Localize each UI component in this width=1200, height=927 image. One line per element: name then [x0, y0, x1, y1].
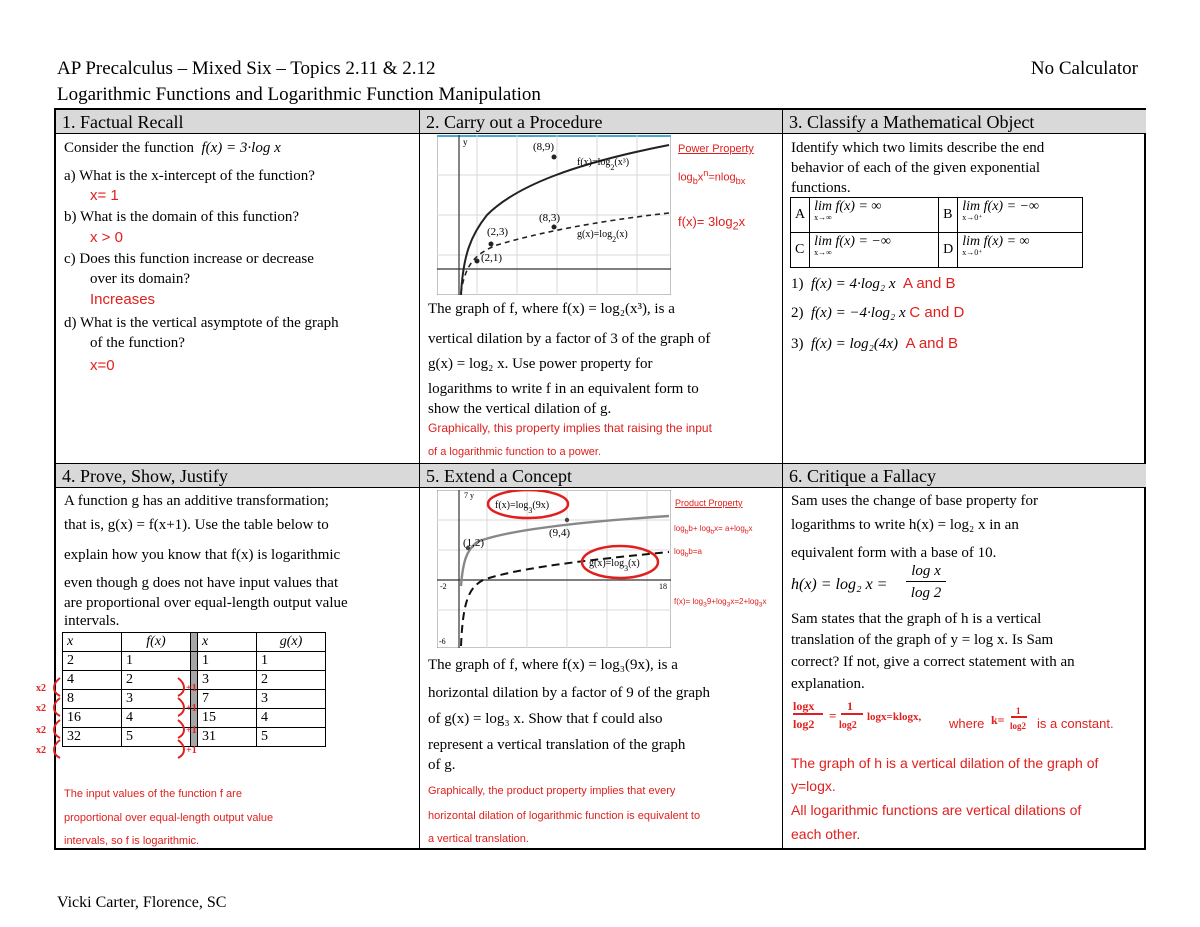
- cell1-answer-b: x > 0: [90, 229, 123, 246]
- graph5-xmin: -2: [440, 582, 447, 591]
- cell2-answer-2: of a logarithmic function to a power.: [428, 446, 602, 458]
- cell3-item-answer: A and B: [902, 275, 956, 292]
- handwritten-derivation: [791, 696, 951, 734]
- cell1-question-d-line2: of the function?: [90, 335, 185, 351]
- handwritten-x2-annotations: [36, 674, 66, 774]
- graph2-point-8-9: (8,9): [533, 141, 555, 153]
- svg-text:+1: +1: [186, 683, 197, 694]
- limit-expr: lim f(x) = ∞ $^{x\to 0^+}$: [958, 233, 1083, 268]
- cell4-answer-3: intervals, so f is logarithmic.: [64, 835, 200, 847]
- cell1-question-b: b) What is the domain of this function?: [64, 209, 300, 225]
- cell3-intro-2: behavior of each of the given exponential: [791, 160, 1041, 176]
- cell6-answer-3: All logarithmic functions are vertical dilations of: [791, 802, 1082, 818]
- cell5-text-5: of g.: [428, 757, 456, 773]
- cell6-line-2: logarithms to write h(x) = log₂ x in an: [791, 517, 1019, 533]
- svg-text:x2: x2: [36, 745, 46, 756]
- cell1-answer-a: x= 1: [90, 187, 119, 204]
- cell6-line-3: equivalent form with a base of 10.: [791, 545, 997, 561]
- cell6-line-5: translation of the graph of y = log x. Is Sam: [791, 632, 1054, 648]
- cell3-item: 2) f(x) = −4·log₂ x C and D: [791, 304, 965, 321]
- cell6-constant: is a constant.: [1037, 716, 1114, 731]
- cell6-equation-lhs: h(x) = log₂ x =: [791, 576, 888, 593]
- graph5-point-1-2: (1,2): [463, 537, 485, 549]
- cell5-text-3: of g(x) = log₃ x. Show that f could also: [428, 711, 663, 727]
- cell5-text-1: The graph of f, where f(x) = log₃(9x), is a: [428, 657, 678, 673]
- table-row: 2 1 1 1: [63, 652, 326, 671]
- graph2-g-label: $g(x)=\log_2(x)$: [577, 229, 628, 244]
- cell1-question-d-line1: d) What is the vertical asymptote of the graph: [64, 315, 339, 331]
- calculator-note: No Calculator: [1030, 58, 1138, 79]
- limit-letter: B: [939, 198, 958, 233]
- cell5-text-2: horizontal dilation by a factor of 9 of the graph: [428, 685, 710, 701]
- svg-text:+1: +1: [186, 745, 197, 756]
- limit-expr: lim f(x) = −∞ $^{x\to 0^+}$: [958, 198, 1083, 233]
- cell2-heading: 2. Carry out a Procedure: [420, 110, 782, 134]
- svg-text:logx=klogx,: logx=klogx,: [867, 711, 922, 723]
- svg-text:x2: x2: [36, 703, 46, 714]
- graph5-ymin: -6: [439, 637, 446, 646]
- cell2-note-title: Power Property: [678, 143, 754, 155]
- cell4-heading: 4. Prove, Show, Justify: [56, 464, 419, 488]
- cell2-answer-1: Graphically, this property implies that raising the input: [428, 421, 712, 435]
- svg-text:+1: +1: [186, 703, 197, 714]
- svg-text:logx: logx: [793, 699, 815, 713]
- cell3-item: 3) f(x) = log₂(4x) A and B: [791, 335, 959, 352]
- cell4-answer-1: The input values of the function f are: [64, 788, 242, 800]
- cell-extend-concept: [420, 464, 782, 850]
- cell5-note-fx: $f(x)= \log_39+\log_3x=2+\log_3x$: [674, 597, 767, 609]
- handwritten-k-definition: [991, 704, 1041, 734]
- svg-text:=: =: [829, 708, 837, 723]
- cell5-answer-3: a vertical translation.: [428, 833, 529, 845]
- graph5-y-label: 7 y: [464, 491, 474, 500]
- worksheet-grid: [36, 108, 1146, 850]
- cell4-line-3: explain how you know that f(x) is logarithmic: [64, 547, 341, 563]
- cell-critique-fallacy: [783, 464, 1146, 850]
- limits-table: [790, 197, 1083, 268]
- cell2-text-3: g(x) = log₂ x. Use power property for: [428, 356, 653, 372]
- cell6-heading: 6. Critique a Fallacy: [783, 464, 1146, 488]
- table-row: 32 5 31 5: [63, 728, 326, 747]
- cell3-intro-1: Identify which two limits describe the end: [791, 140, 1045, 156]
- graph5-xmax: 18: [659, 582, 667, 591]
- cell3-heading: 3. Classify a Mathematical Object: [783, 110, 1146, 134]
- cell3-item-answer: A and B: [905, 335, 959, 352]
- table-header: g(x): [257, 633, 326, 652]
- svg-text:1: 1: [847, 699, 853, 713]
- cell6-line-1: Sam uses the change of base property for: [791, 493, 1039, 509]
- table-header: x: [63, 633, 122, 652]
- table-header: x: [198, 633, 257, 652]
- document-title: AP Precalculus – Mixed Six – Topics 2.11 & 2.12: [57, 58, 436, 79]
- cell5-text-4: represent a vertical translation of the graph: [428, 737, 686, 753]
- cell1-question-c-line1: c) Does this function increase or decrease: [64, 251, 314, 267]
- cell5-note-rule-2: $\log_bb=a$: [674, 547, 702, 559]
- table-row: 8 3 7 3: [63, 690, 326, 709]
- cell6-line-7: explanation.: [791, 676, 865, 692]
- cell1-question-a: a) What is the x-intercept of the function?: [64, 168, 315, 184]
- cell1-intro: Consider the function: [64, 140, 194, 156]
- svg-text:x2: x2: [36, 725, 46, 736]
- cell2-note-rule: $\log_bx^n=nlog_{bx}$: [678, 168, 746, 186]
- cell-factual-recall: [56, 110, 419, 463]
- svg-text:log2: log2: [1010, 721, 1027, 731]
- cell5-note-rule-1: $\log_bb+ \log_bx= a+\log_bx$: [674, 524, 753, 536]
- cell3-intro-3: functions.: [791, 180, 851, 196]
- cell4-line-1: A function g has an additive transformation;: [64, 493, 329, 509]
- svg-text:log2: log2: [793, 717, 815, 731]
- cell4-answer-2: proportional over equal-length output value: [64, 812, 274, 824]
- graph5-g-label: $g(x)=\log_3(x)$: [589, 558, 640, 573]
- cell6-where: where: [949, 716, 985, 731]
- author-footer: Vicki Carter, Florence, SC: [57, 894, 227, 911]
- cell4-line-2: that is, g(x) = f(x+1). Use the table below to: [64, 517, 329, 533]
- svg-text:1: 1: [1016, 706, 1021, 716]
- graph2-point-2-1: (2,1): [481, 252, 503, 264]
- table-row: 16 4 15 4: [63, 709, 326, 728]
- cell2-graph: [437, 135, 671, 295]
- table-header: f(x): [122, 633, 191, 652]
- cell4-line-5: are proportional over equal-length output value: [64, 595, 348, 611]
- cell-carry-out-procedure: [420, 110, 782, 463]
- graph2-point-2-3: (2,3): [487, 226, 509, 238]
- cell6-answer-2: y=logx.: [791, 778, 836, 794]
- cell2-text-2: vertical dilation by a factor of 3 of the graph of: [428, 331, 711, 347]
- graph2-point-8-3: (8,3): [539, 212, 561, 224]
- cell3-item: 1) f(x) = 4·log₂ x A and B: [791, 275, 956, 292]
- graph2-f-label: $f(x)=\log_2(x^3)$: [577, 157, 630, 172]
- document-subtitle: Logarithmic Functions and Logarithmic Function Manipulation: [57, 84, 541, 105]
- svg-text:log2: log2: [839, 720, 857, 731]
- svg-text:+1: +1: [186, 725, 197, 736]
- cell-prove-show-justify: [36, 464, 419, 850]
- cell1-question-c-line2: over its domain?: [90, 271, 190, 287]
- cell4-line-6: intervals.: [64, 613, 120, 629]
- svg-text:k=: k=: [991, 713, 1005, 727]
- cell4-line-4: even though g does not have input values that: [64, 575, 339, 591]
- cell5-answer-2: horizontal dilation of logarithmic function is equivalent to: [428, 810, 701, 822]
- cell1-answer-c: Increases: [90, 291, 156, 308]
- table-row: 4 2 3 2: [63, 671, 326, 690]
- cell1-heading: 1. Factual Recall: [56, 110, 419, 134]
- cell5-heading: 5. Extend a Concept: [420, 464, 782, 488]
- cell5-note-title: Product Property: [675, 498, 743, 508]
- handwritten-plus1-annotations: [174, 674, 204, 774]
- limit-expr: lim f(x) = ∞ $^{x\to\infty}$: [810, 198, 939, 233]
- cell5-answer-1: Graphically, the product property implies that every: [428, 785, 676, 797]
- cell6-line-4: Sam states that the graph of h is a vertical: [791, 611, 1042, 627]
- cell6-answer-4: each other.: [791, 826, 861, 842]
- cell6-equation-numerator: log x: [906, 562, 946, 582]
- graph2-y-label: y: [463, 137, 468, 147]
- cell3-item-answer: C and D: [909, 304, 965, 321]
- limit-expr: lim f(x) = −∞ $^{x\to\infty}$: [810, 233, 939, 268]
- limit-letter: D: [939, 233, 958, 268]
- table-separator: [191, 633, 198, 652]
- cell2-text-1: The graph of f, where f(x) = log₂(x³), is a: [428, 301, 675, 317]
- cell-classify-object: [783, 110, 1146, 463]
- cell6-answer-1: The graph of h is a vertical dilation of the graph of: [791, 755, 1099, 771]
- cell2-text-4: logarithms to write f in an equivalent form to: [428, 381, 699, 397]
- cell2-note-fx: $f(x)= 3\log_2x$: [678, 214, 746, 233]
- cell1-intro-fn: f(x) = 3·log x: [201, 140, 281, 156]
- cell2-text-5: show the vertical dilation of g.: [428, 401, 612, 417]
- svg-text:x2: x2: [36, 683, 46, 694]
- cell1-answer-d: x=0: [90, 357, 115, 374]
- limit-letter: C: [791, 233, 810, 268]
- graph5-f-label: $f(x)=\log_3(9x)$: [495, 500, 550, 515]
- graph5-point-9-4: (9,4): [549, 527, 571, 539]
- cell6-line-6: correct? If not, give a correct statement with an: [791, 654, 1075, 670]
- cell6-equation-denominator: log 2: [910, 585, 942, 601]
- limit-letter: A: [791, 198, 810, 233]
- cell5-graph: [437, 490, 671, 648]
